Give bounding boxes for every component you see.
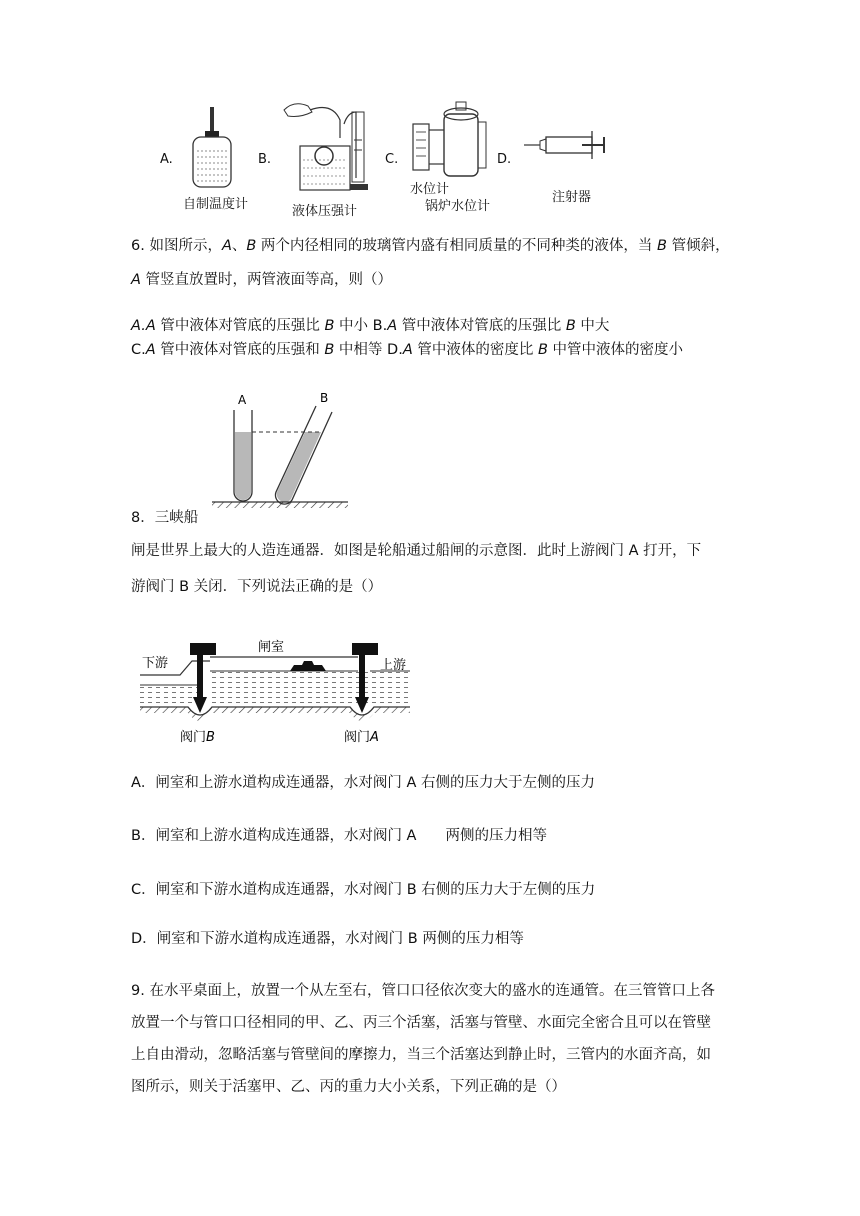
q8-option-c: C．闸室和下游水道构成连通器，水对阀门 B 右侧的压力大于左侧的压力	[131, 882, 596, 898]
q9-line-3: 上自由滑动，忽略活塞与管壁间的摩擦力，当三个活塞达到静止时，三管内的水面齐高，如	[131, 1047, 711, 1063]
option-d-label: D.	[497, 152, 512, 167]
thermometer-figure	[185, 105, 240, 190]
boiler-gauge-figure	[408, 100, 490, 182]
boiler-gauge-caption: 锅炉水位计	[425, 199, 491, 214]
q8-option-a: A．闸室和上游水道构成连通器，水对阀门 A 右侧的压力大于左侧的压力	[131, 775, 596, 791]
q8-option-d: D．闸室和下游水道构成连通器，水对阀门 B 两侧的压力相等	[131, 931, 524, 947]
tube-a-label: A	[238, 393, 247, 407]
pressure-gauge-caption: 液体压强计	[292, 204, 358, 219]
q8-stem-line-1: 8．三峡船	[131, 510, 199, 526]
q6-option-a: A.A 管中液体对管底的压强比 B 中小	[131, 318, 373, 334]
q8-option-b: B．闸室和上游水道构成连通器，水对阀门 A 两侧的压力相等	[131, 828, 547, 844]
thermometer-caption: 自制温度计	[183, 197, 249, 212]
syringe-figure	[522, 125, 612, 165]
tube-b-label: B	[320, 391, 329, 405]
valve-b-label: 阀门B	[180, 730, 215, 745]
valve-a-label: 阀门A	[344, 730, 379, 745]
chamber-label: 闸室	[258, 640, 285, 655]
q8-stem-line-2: 闸是世界上最大的人造连通器．如图是轮船通过船闸的示意图．此时上游阀门 A 打开，下	[131, 543, 702, 559]
downstream-label: 下游	[142, 656, 169, 671]
q6-options-line-1	[131, 316, 609, 336]
q6-options-line-2	[131, 340, 683, 360]
upstream-label: 上游	[380, 658, 407, 673]
q9-line-1: 9. 在水平桌面上，放置一个从左至右，管口口径依次变大的盛水的连通管。在三管管口上各	[131, 983, 715, 999]
q9-line-4: 图所示，则关于活塞甲、乙、丙的重力大小关系，下列正确的是（）	[131, 1079, 566, 1095]
option-a-label: A.	[160, 152, 173, 167]
syringe-caption: 注射器	[552, 190, 592, 205]
q8-stem-line-3: 游阀门 B 关闭．下列说法正确的是（）	[131, 579, 383, 595]
q6-tubes-figure	[210, 388, 350, 512]
q6-option-b: B.A 管中液体对管底的压强比 B 中大	[372, 318, 610, 334]
pressure-gauge-figure	[282, 98, 377, 196]
q6-option-d: D.A 管中液体的密度比 B 中管中液体的密度小	[387, 342, 684, 358]
q6-stem-line-1: 6. 如图所示，A、B 两个内径相同的玻璃管内盛有相同质量的不同种类的液体，当 B 管倾斜，	[131, 238, 730, 254]
option-c-label: C.	[385, 152, 399, 167]
option-b-label: B.	[258, 152, 272, 167]
q6-option-c: C.A 管中液体对管底的压强和 B 中相等	[131, 342, 388, 358]
boiler-gauge-top-caption: 水位计	[410, 182, 450, 197]
q6-stem-line-2: A 管竖直放置时，两管液面等高，则（）	[131, 272, 393, 288]
q9-line-2: 放置一个与管口口径相同的甲、乙、丙三个活塞，活塞与管壁、水面完全密合且可以在管壁	[131, 1015, 711, 1031]
ship-lock-figure	[140, 625, 410, 747]
